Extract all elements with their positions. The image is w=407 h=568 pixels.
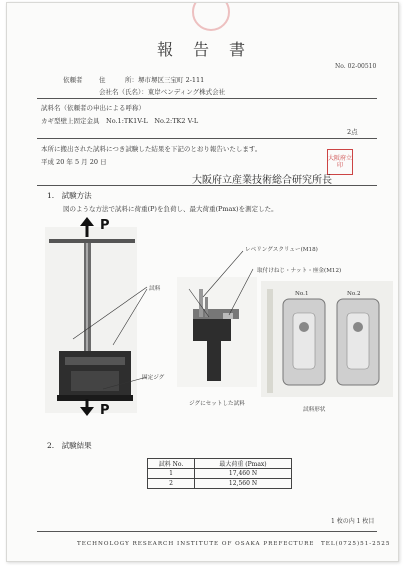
table-row <box>148 469 292 479</box>
load-label-bottom: P <box>100 403 110 418</box>
cell-max-load: 12,560 N <box>195 479 292 489</box>
section2-title: 2. 試験結果 <box>47 441 92 450</box>
header-sample-no: 試料 No. <box>148 459 195 469</box>
table-header-row <box>148 459 292 469</box>
sample-quantity: 2点 <box>347 128 358 136</box>
divider-bottom <box>37 185 377 186</box>
label-jig-set: ジグにセットした試料 <box>189 401 245 407</box>
requester-label: 依頼者 <box>63 76 83 84</box>
institute-name: 大阪府立産業技術総合研究所長 <box>192 175 332 186</box>
report-page <box>6 2 399 562</box>
label-sample-shape: 試料形状 <box>303 407 326 413</box>
requester-company: 会社名（氏名）：東岸ベンディング株式会社 <box>99 88 226 96</box>
cell-sample-no: 2 <box>148 479 195 489</box>
label-no1: No.1 <box>295 291 309 297</box>
footer-divider <box>37 531 377 532</box>
label-sample: 試料 <box>149 286 161 292</box>
section1-text: 図のような方法で試料に荷重(P)を負荷し、最大荷重(Pmax)を測定した。 <box>63 205 278 213</box>
document-number: No. 02-00510 <box>335 63 377 70</box>
footer-text: TECHNOLOGY RESEARCH INSTITUTE OF OSAKA PREFECTURE TEL(0725)51-2525 <box>77 541 391 547</box>
receipt-stamp-mark <box>192 2 230 31</box>
results-table-wrap <box>147 458 292 489</box>
page-number: 1 枚の内 1 枚目 <box>331 518 375 525</box>
header-max-load: 最大荷重 (Pmax) <box>195 459 292 469</box>
test-apparatus-photos <box>43 217 397 417</box>
table-row <box>148 479 292 489</box>
label-jig: 固定ジグ <box>142 375 165 381</box>
results-table <box>147 458 292 489</box>
sample-name: カギ型壁上固定金具 No.1:TK1V-L No.2:TK2 V-L <box>41 117 199 125</box>
label-leveling-screw: レベリングスクリュー(M18) <box>245 247 318 253</box>
divider-top <box>37 98 377 99</box>
cell-max-load: 17,460 N <box>195 469 292 479</box>
test-method-figure <box>43 217 397 417</box>
report-title: 報告書 <box>157 40 266 59</box>
divider-mid <box>37 138 377 139</box>
sample-heading: 試料名（依頼者の申出による呼称） <box>41 104 145 112</box>
section1-title: 1. 試験方法 <box>47 191 92 200</box>
label-no2: No.2 <box>347 291 361 297</box>
report-statement: 本所に搬出された試料につき試験した結果を下記のとおり報告いたします。 <box>41 145 262 153</box>
label-fastener: 取付けねじ・ナット・座金(M12) <box>257 268 342 274</box>
requester-address: 住 所：堺市堺区三宝町 2-111 <box>99 76 205 84</box>
load-label-top: P <box>100 218 110 233</box>
seal-text: 大阪府立印 <box>328 155 353 169</box>
report-date: 平成 20 年 5 月 20 日 <box>41 158 107 166</box>
cell-sample-no: 1 <box>148 469 195 479</box>
